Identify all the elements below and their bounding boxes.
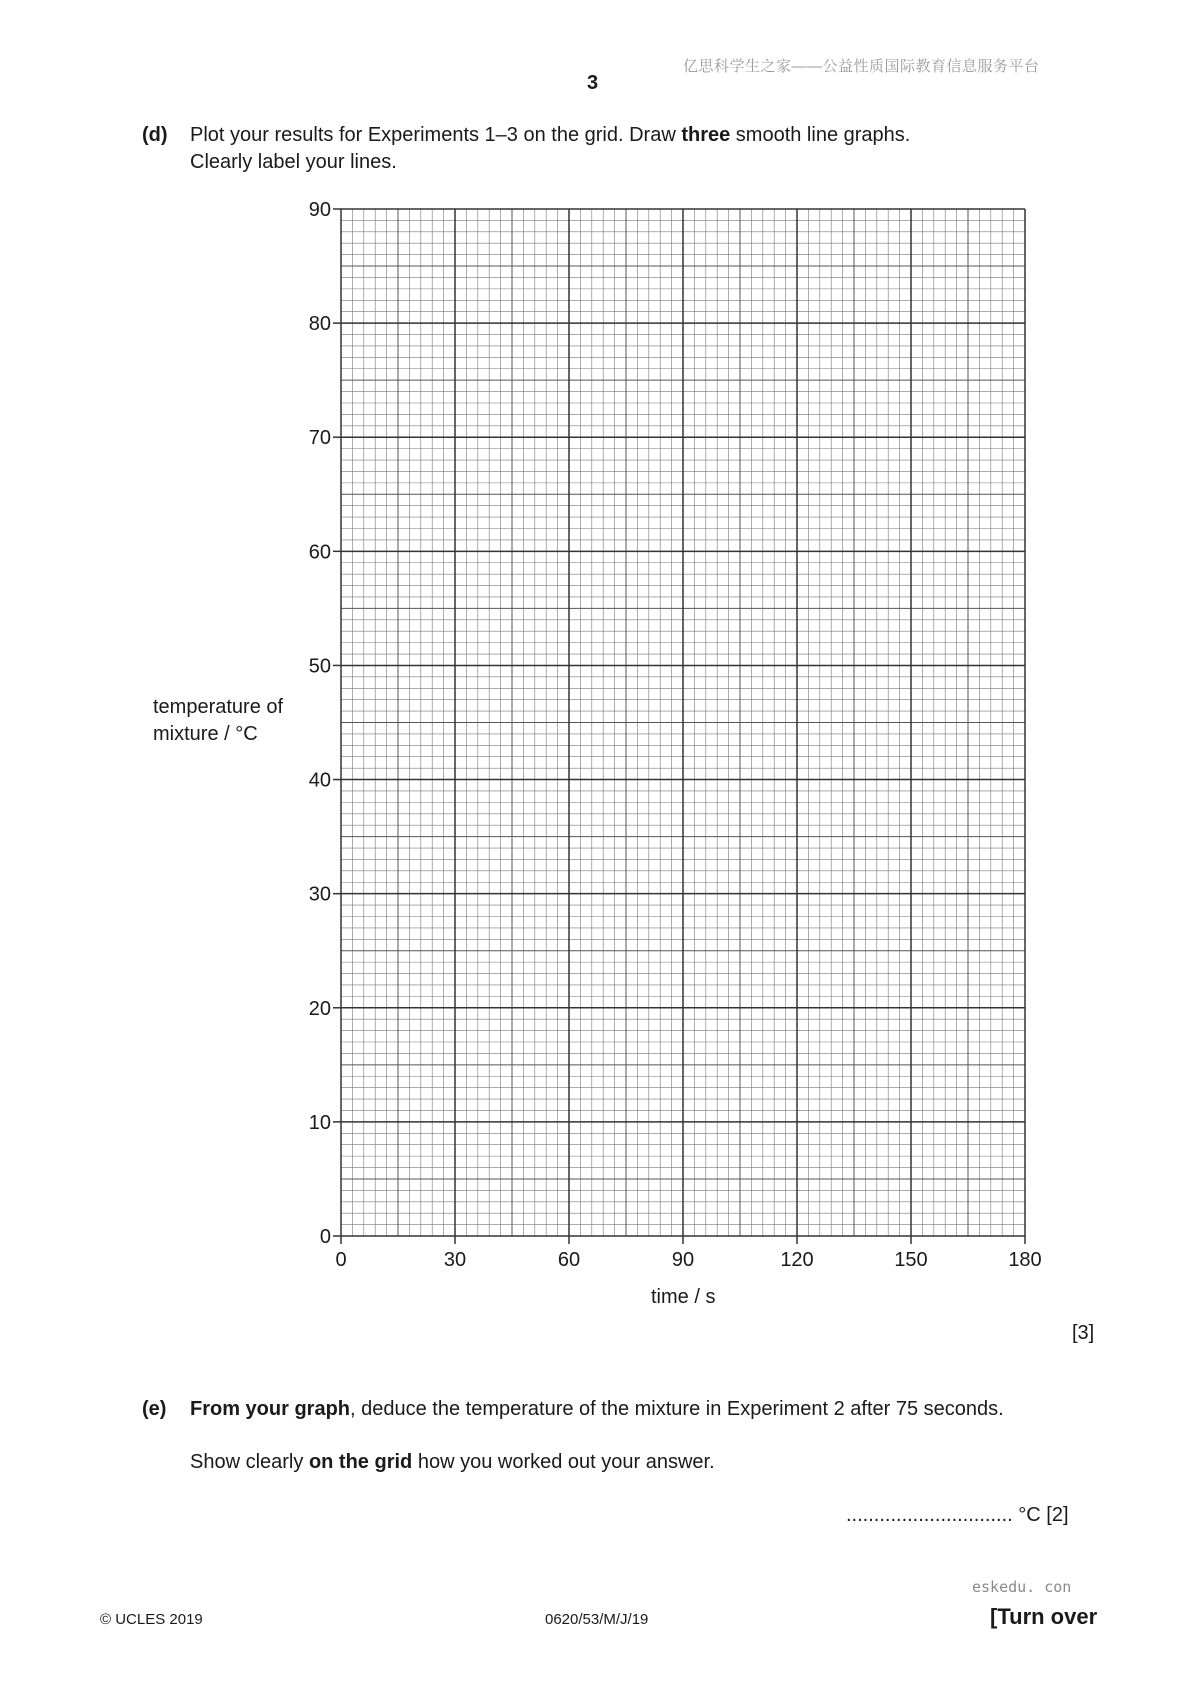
x-tick-label: 120	[780, 1249, 814, 1271]
y-tick-label: 0	[319, 1226, 331, 1248]
x-tick-label: 90	[671, 1249, 695, 1271]
question-e-label: (e)	[142, 1398, 167, 1420]
x-tick-label: 150	[894, 1249, 928, 1271]
x-tick-label: 0	[335, 1249, 347, 1271]
x-tick-label: 60	[557, 1249, 581, 1271]
footer-paper-code: 0620/53/M/J/19	[545, 1611, 649, 1628]
y-tick-label: 80	[308, 313, 331, 336]
y-axis-label: temperature of mixture / °C	[153, 696, 284, 745]
y-tick-label: 10	[308, 1111, 331, 1134]
y-tick-label: 40	[308, 769, 331, 792]
header-watermark: 亿思科学生之家——公益性质国际教育信息服务平台	[683, 58, 1040, 75]
question-e-line1: From your graph, deduce the temperature of the mixture in Experiment 2 after 75 seconds.	[190, 1398, 1004, 1420]
footer-copyright: © UCLES 2019	[100, 1611, 203, 1628]
question-d-line2: Clearly label your lines.	[190, 151, 397, 173]
y-axis-tick-labels	[309, 199, 331, 1248]
answer-field[interactable]	[846, 1504, 1069, 1527]
x-tick-label: 30	[443, 1249, 467, 1271]
y-tick-label: 60	[308, 541, 331, 564]
question-d-label: (d)	[142, 124, 168, 146]
question-d-marks: [3]	[1072, 1322, 1095, 1344]
y-tick-label: 30	[308, 883, 331, 906]
question-d-line1: Plot your results for Experiments 1–3 on the grid. Draw three smooth line graphs.	[190, 124, 911, 146]
x-axis-label: time / s	[651, 1286, 716, 1308]
x-axis-tick-labels	[335, 1249, 1041, 1271]
y-tick-label: 70	[308, 427, 331, 450]
x-tick-label: 180	[1008, 1249, 1042, 1271]
footer-turn-over: [Turn over	[990, 1604, 1098, 1629]
y-tick-label: 90	[308, 199, 331, 221]
question-e-marks: [2]	[1046, 1504, 1069, 1526]
page-number: 3	[587, 72, 599, 94]
question-e-line2: Show clearly on the grid how you worked out your answer.	[190, 1451, 715, 1473]
y-tick-label: 50	[308, 655, 331, 678]
axis-ticks	[333, 209, 1025, 1244]
answer-unit: °C	[1012, 1504, 1047, 1526]
answer-dots[interactable]: ..............................	[846, 1504, 1013, 1526]
y-tick-label: 20	[308, 997, 331, 1020]
footer-site: eskedu. con	[972, 1578, 1072, 1596]
